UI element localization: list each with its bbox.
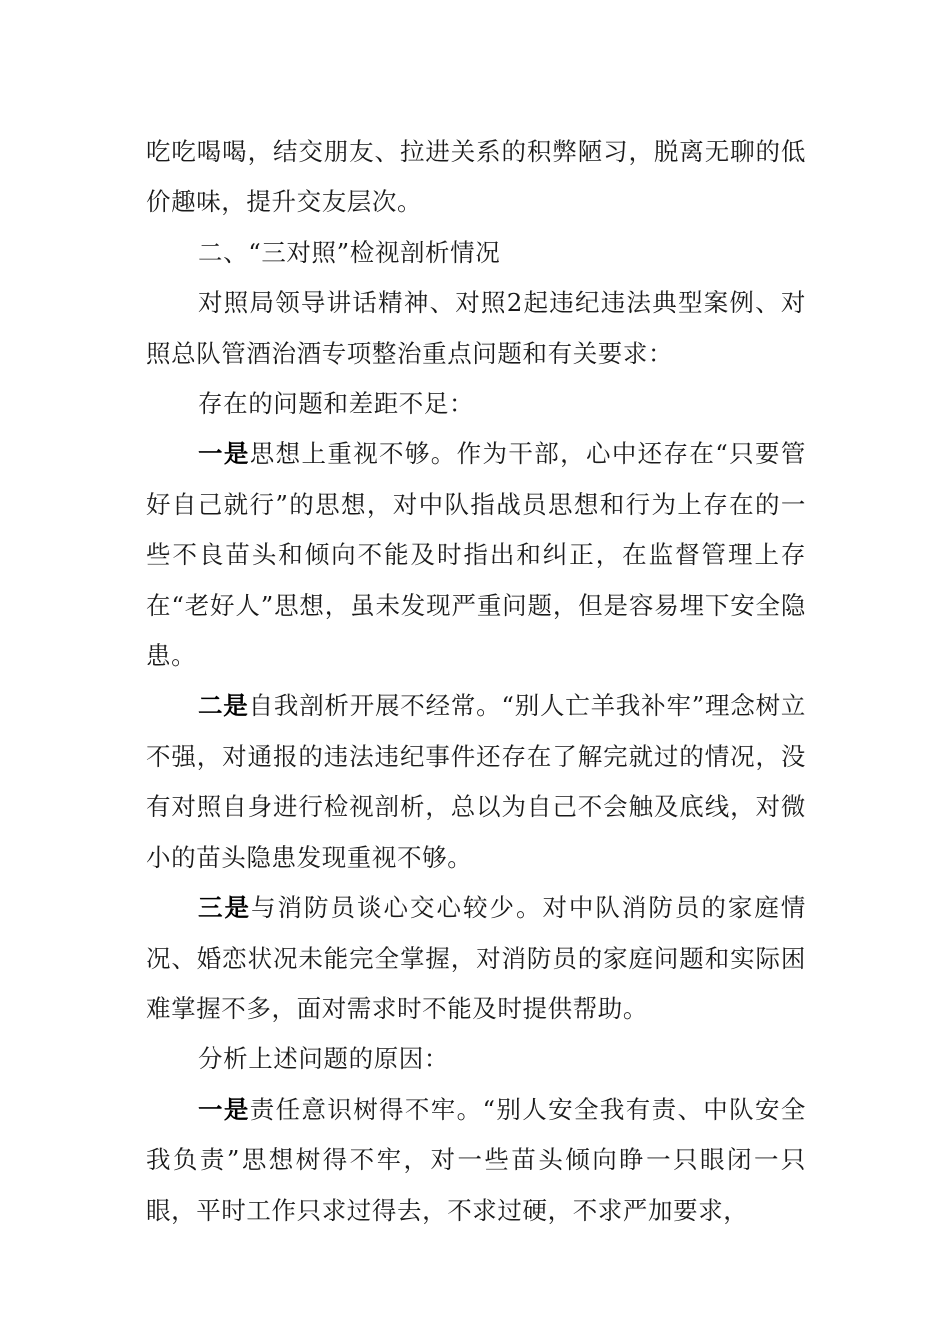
section-heading: [146, 228, 806, 278]
problem-item-1: [146, 429, 806, 681]
item-text: 自我剖析开展不经常。“别人亡羊我补牢”理念树立不强，对通报的违法违纪事件还存在了解完就过的情况，没有对照自身进行检视剖析，总以为自己不会触及底线，对微小的苗头隐患发现重视不够。: [146, 691, 806, 872]
subheading-problems: [146, 379, 806, 429]
item-lead: 二是: [198, 691, 249, 721]
problem-item-2: [146, 681, 806, 883]
paragraph-text: 吃吃喝喝，结交朋友、拉进关系的积弊陋习，脱离无聊的低价趣味，提升交友层次。: [146, 137, 806, 217]
item-lead: 一是: [198, 1094, 250, 1124]
item-lead: 一是: [198, 439, 250, 469]
paragraph-text: 对照局领导讲话精神、对照2起违纪违法典型案例、对照总队管酒治酒专项整治重点问题和有关要求：: [146, 288, 806, 368]
paragraph-continuation: [146, 127, 806, 228]
subheading-causes: [146, 1034, 806, 1084]
paragraph-text: 分析上述问题的原因：: [198, 1044, 449, 1074]
section-heading-text: 二、“三对照”检视剖析情况: [198, 237, 501, 267]
item-text: 责任意识树得不牢。“别人安全我有责、中队安全我负责”思想树得不牢，对一些苗头倾向睁一只眼闭一只眼，平时工作只求过得去，不求过硬，不求严加要求，: [146, 1094, 806, 1225]
item-text: 思想上重视不够。作为干部，心中还存在“只要管好自己就行”的思想，对中队指战员思想和行为上存在的一些不良苗头和倾向不能及时指出和纠正，在监督管理上存在“老好人”思想，虽未发现严重问题，但是容易埋下安全隐患。: [146, 439, 806, 671]
problem-item-3: [146, 883, 806, 1034]
item-text: 与消防员谈心交心较少。对中队消防员的家庭情况、婚恋状况未能完全掌握，对消防员的家庭问题和实际困难掌握不多，面对需求时不能及时提供帮助。: [146, 893, 806, 1023]
item-lead: 三是: [198, 893, 251, 923]
paragraph: [146, 278, 806, 379]
cause-item-1: [146, 1085, 806, 1236]
paragraph-text: 存在的问题和差距不足：: [198, 389, 475, 419]
document-body: [146, 127, 806, 1236]
